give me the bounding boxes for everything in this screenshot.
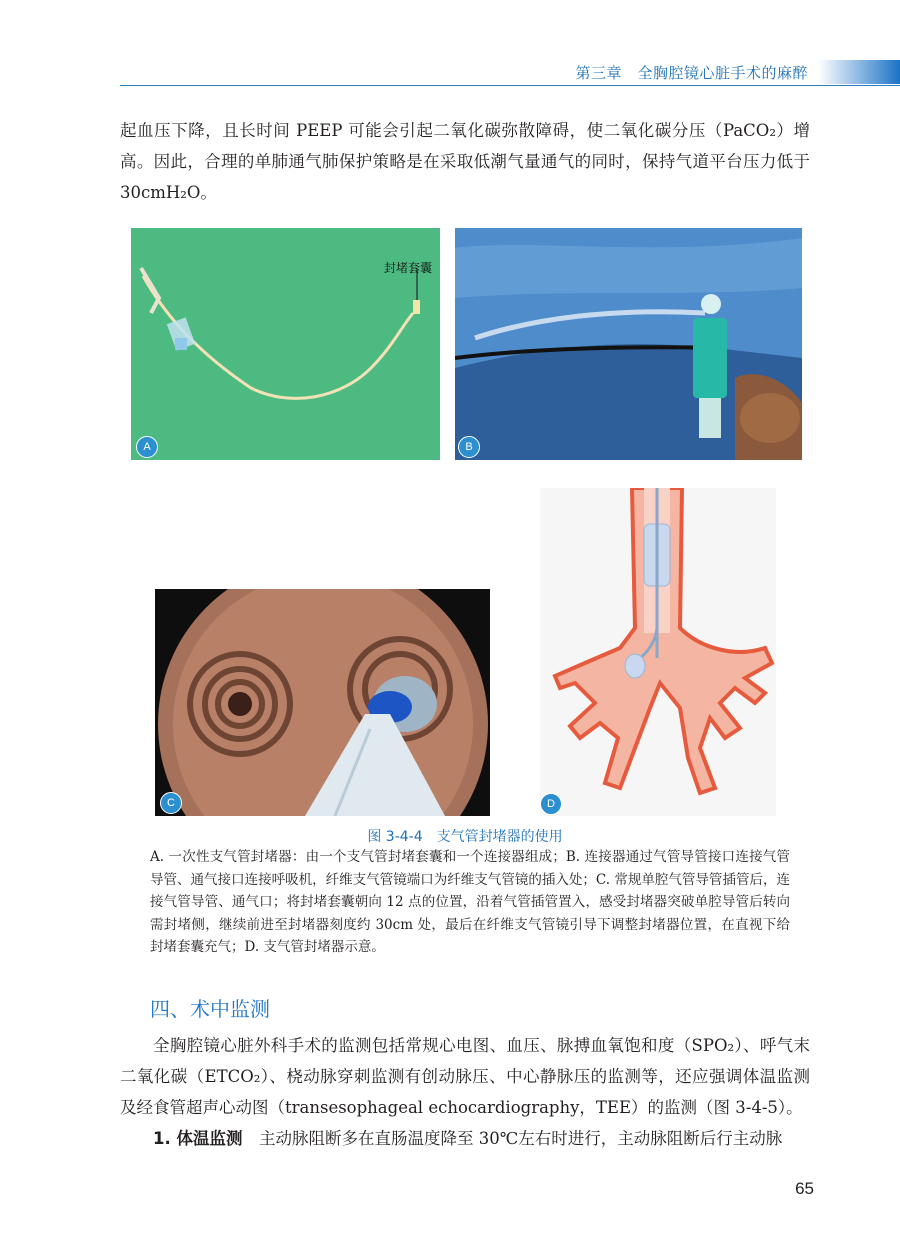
temp-item-label: 1. 体温监测 — [153, 1129, 243, 1148]
figure-title: 图 3-4-4 支气管封堵器的使用 — [367, 829, 563, 845]
header-rule — [120, 85, 900, 86]
figure-caption: A. 一次性支气管封堵器：由一个支气管封堵套囊和一个连接器组成；B. 连接器通过气管导管接口连接气管导管、通气接口连接呼吸机，纤维支气管镜端口为纤维支气管镜的插入处；C. 常规单腔气管导管插管后，连接气管导管、通气口；将封堵套囊朝向 12 点的位置，沿着气管插管置入，感受封堵器突破单腔导管后转向需封堵侧，继续前进至封堵器刻度约 30cm 处，最后在纤维支气管镜引导下调整封堵器位置，在直视下给封堵套囊充气；D. 支气管封堵器示意。 — [150, 849, 790, 955]
figure-panel-c — [155, 589, 490, 816]
header-accent-bar — [818, 60, 900, 84]
panel-d-badge: D — [540, 793, 562, 815]
chapter-title: 第三章 全胸腔镜心脏手术的麻醉 — [575, 64, 808, 82]
panel-b-badge: B — [458, 436, 480, 458]
intubation-photo — [455, 228, 802, 460]
temp-monitoring-item — [120, 1123, 810, 1154]
panel-a-badge: A — [136, 436, 158, 458]
figure-panel-d — [540, 488, 776, 816]
figure-panel-b — [455, 228, 802, 460]
page-number: 65 — [795, 1179, 814, 1198]
running-header — [120, 58, 900, 86]
temp-item-text: 主动脉阻断多在直肠温度降至 30℃左右时进行，主动脉阻断后行主动脉 — [259, 1129, 783, 1148]
cuff-label: 封堵套囊 — [384, 261, 433, 275]
panel-c-badge: C — [160, 792, 182, 814]
monitor-paragraph: 全胸腔镜心脏外科手术的监测包括常规心电图、血压、脉搏血氧饱和度（SPO₂）、呼气末二氧化碳（ETCO₂）、桡动脉穿刺监测有创动脉压、中心静脉压的监测等，还应强调体温监测及经食管超声心动图（transesophageal echocardiography，TEE）的监测（图 3-4-5）。 — [120, 1036, 810, 1117]
blocker-schematic — [540, 488, 776, 816]
bronchial-blocker-photo — [131, 228, 440, 460]
figure-panel-a — [131, 228, 440, 460]
intro-paragraph: 起血压下降，且长时间 PEEP 可能会引起二氧化碳弥散障碍，使二氧化碳分压（PaCO₂）增高。因此，合理的单肺通气肺保护策略是在采取低潮气量通气的同时，保持气道平台压力低于 30cmH₂O。 — [120, 121, 810, 202]
section-heading: 四、术中监测 — [150, 997, 270, 1021]
bronchoscopic-view — [155, 589, 490, 816]
